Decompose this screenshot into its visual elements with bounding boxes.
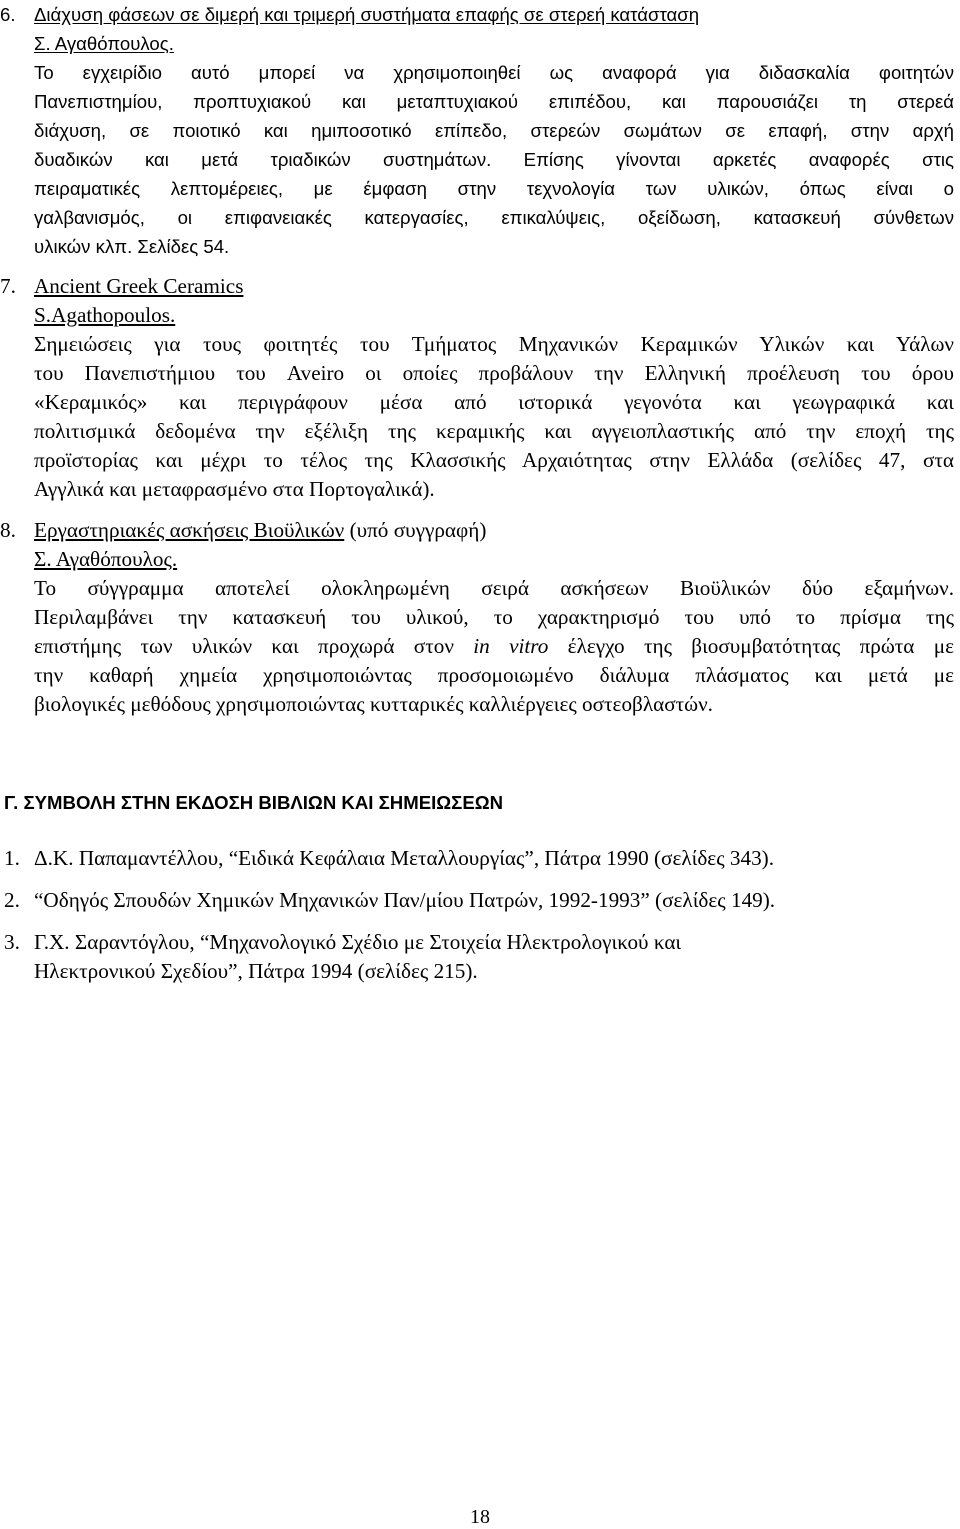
reference-item: [4, 886, 954, 915]
section-title: Γ. ΣΥΜΒΟΛΗ ΣΤΗΝ ΕΚΔΟΣΗ ΒΙΒΛΙΩΝ ΚΑΙ ΣΗΜΕΙΩΣΕΩΝ: [4, 792, 504, 813]
entry-desc-line: γαλβανισμός, οι επιφανειακές κατεργασίες, επικαλύψεις, οξείδωση, κατασκευή σύνθετων: [34, 207, 954, 228]
reference-text: Ηλεκτρονικού Σχεδίου”, Πάτρα 1994 (σελίδες 215).: [34, 959, 478, 983]
entry-desc-line: πειραματικές λεπτομέρειες, με έμφαση στην τεχνολογία των υλικών, όπως είναι ο: [34, 178, 954, 199]
entry-title: Ancient Greek Ceramics: [34, 274, 244, 298]
entry-number: 6.: [0, 4, 16, 25]
entry-title: Εργαστηριακές ασκήσεις Βιοϋλικών: [34, 518, 345, 542]
entry-desc-line: Σημειώσεις για τους φοιτητές του Τμήματος Μηχανικών Κεραμικών Υλικών και Υάλων: [34, 332, 954, 356]
entry-7: [0, 272, 954, 504]
entry-heading: [0, 272, 954, 301]
entry-number: 7.: [0, 274, 16, 298]
entry-desc-line: πολιτισμικά δεδομένα την εξέλιξη της κεραμικής και αγγειοπλαστικής από την εποχή της: [34, 419, 954, 443]
page-number: 18: [470, 1506, 490, 1528]
entry-number: 8.: [0, 518, 16, 542]
reference-item: [4, 928, 954, 986]
entry-desc-line: υλικών κλπ. Σελίδες 54.: [34, 236, 230, 257]
entry-desc-line: βιολογικές μεθόδους χρησιμοποιώντας κυτταρικές καλλιέργειες οστεοβλαστών.: [34, 692, 713, 716]
entry-author: Σ. Αγαθόπουλος.: [34, 33, 174, 54]
entry-desc-line: διάχυση, σε ποιοτικό και ημιποσοτικό επίπεδο, στερεών σωμάτων σε επαφή, στην αρχή: [34, 120, 954, 141]
reference-text: Γ.Χ. Σαραντόγλου, “Μηχανολογικό Σχέδιο με Στοιχεία Ηλεκτρολογικού και: [34, 930, 682, 954]
entry-title-suffix: (υπό συγγραφή): [344, 518, 487, 542]
entry-title: Διάχυση φάσεων σε διμερή και τριμερή συστήματα επαφής σε στερεή κατάσταση: [34, 4, 700, 25]
entry-desc-line: Το σύγγραμμα αποτελεί ολοκληρωμένη σειρά ασκήσεων Βιοϋλικών δύο εξαμήνων.: [34, 576, 954, 600]
entry-desc-line: «Κεραμικός» και περιγράφουν μέσα από ιστορικά γεγονότα και γεωγραφικά και: [34, 390, 954, 414]
entry-desc-line: Αγγλικά και μεταφρασμένο στα Πορτογαλικά).: [34, 477, 435, 501]
entry-desc-line: Το εγχειρίδιο αυτό μπορεί να χρησιμοποιηθεί ως αναφορά για διδασκαλία φοιτητών: [34, 62, 954, 83]
entry-desc-line: επιστήμης των υλικών και προχωρά στον in vitro έλεγχο της βιοσυμβατότητας πρώτα με: [34, 634, 954, 658]
italic-phrase: in vitro: [473, 634, 549, 658]
entry-author: S.Agathopoulos.: [34, 303, 176, 327]
reference-number: 3.: [4, 930, 20, 954]
entry-desc-line: δυαδικών και μετά τριαδικών συστημάτων. Επίσης γίνονται αρκετές αναφορές στις: [34, 149, 954, 170]
reference-number: 2.: [4, 888, 20, 912]
entry-heading: [0, 516, 954, 545]
entry-desc-line: προϊστορίας και μέχρι το τέλος της Κλασσικής Αρχαιότητας στην Ελλάδα (σελίδες 47, στα: [34, 448, 954, 472]
reference-item: [4, 844, 954, 873]
entry-desc-line: την καθαρή χημεία χρησιμοποιώντας προσομοιωμένο διάλυμα πλάσματος και μετά με: [34, 663, 954, 687]
entry-desc-line: Πανεπιστημίου, προπτυχιακού και μεταπτυχιακού επιπέδου, και παρουσιάζει τη στερεά: [34, 91, 954, 112]
reference-text: Δ.Κ. Παπαμαντέλλου, “Ειδικά Κεφάλαια Μεταλλουργίας”, Πάτρα 1990 (σελίδες 343).: [34, 846, 775, 870]
entry-desc-line: Περιλαμβάνει την κατασκευή του υλικού, το χαρακτηρισμό του υπό το πρίσμα της: [34, 605, 954, 629]
entry-heading: [0, 0, 954, 29]
reference-text: “Οδηγός Σπουδών Χημικών Μηχανικών Παν/μίου Πατρών, 1992-1993” (σελίδες 149).: [34, 888, 776, 912]
entry-author: Σ. Αγαθόπουλος.: [34, 547, 178, 571]
entry-6: [0, 0, 954, 261]
entry-desc-line: του Πανεπιστήμιου του Aveiro οι οποίες προβάλουν την Ελληνική προέλευση του όρου: [34, 361, 954, 385]
reference-number: 1.: [4, 846, 20, 870]
entry-8: [0, 516, 954, 719]
